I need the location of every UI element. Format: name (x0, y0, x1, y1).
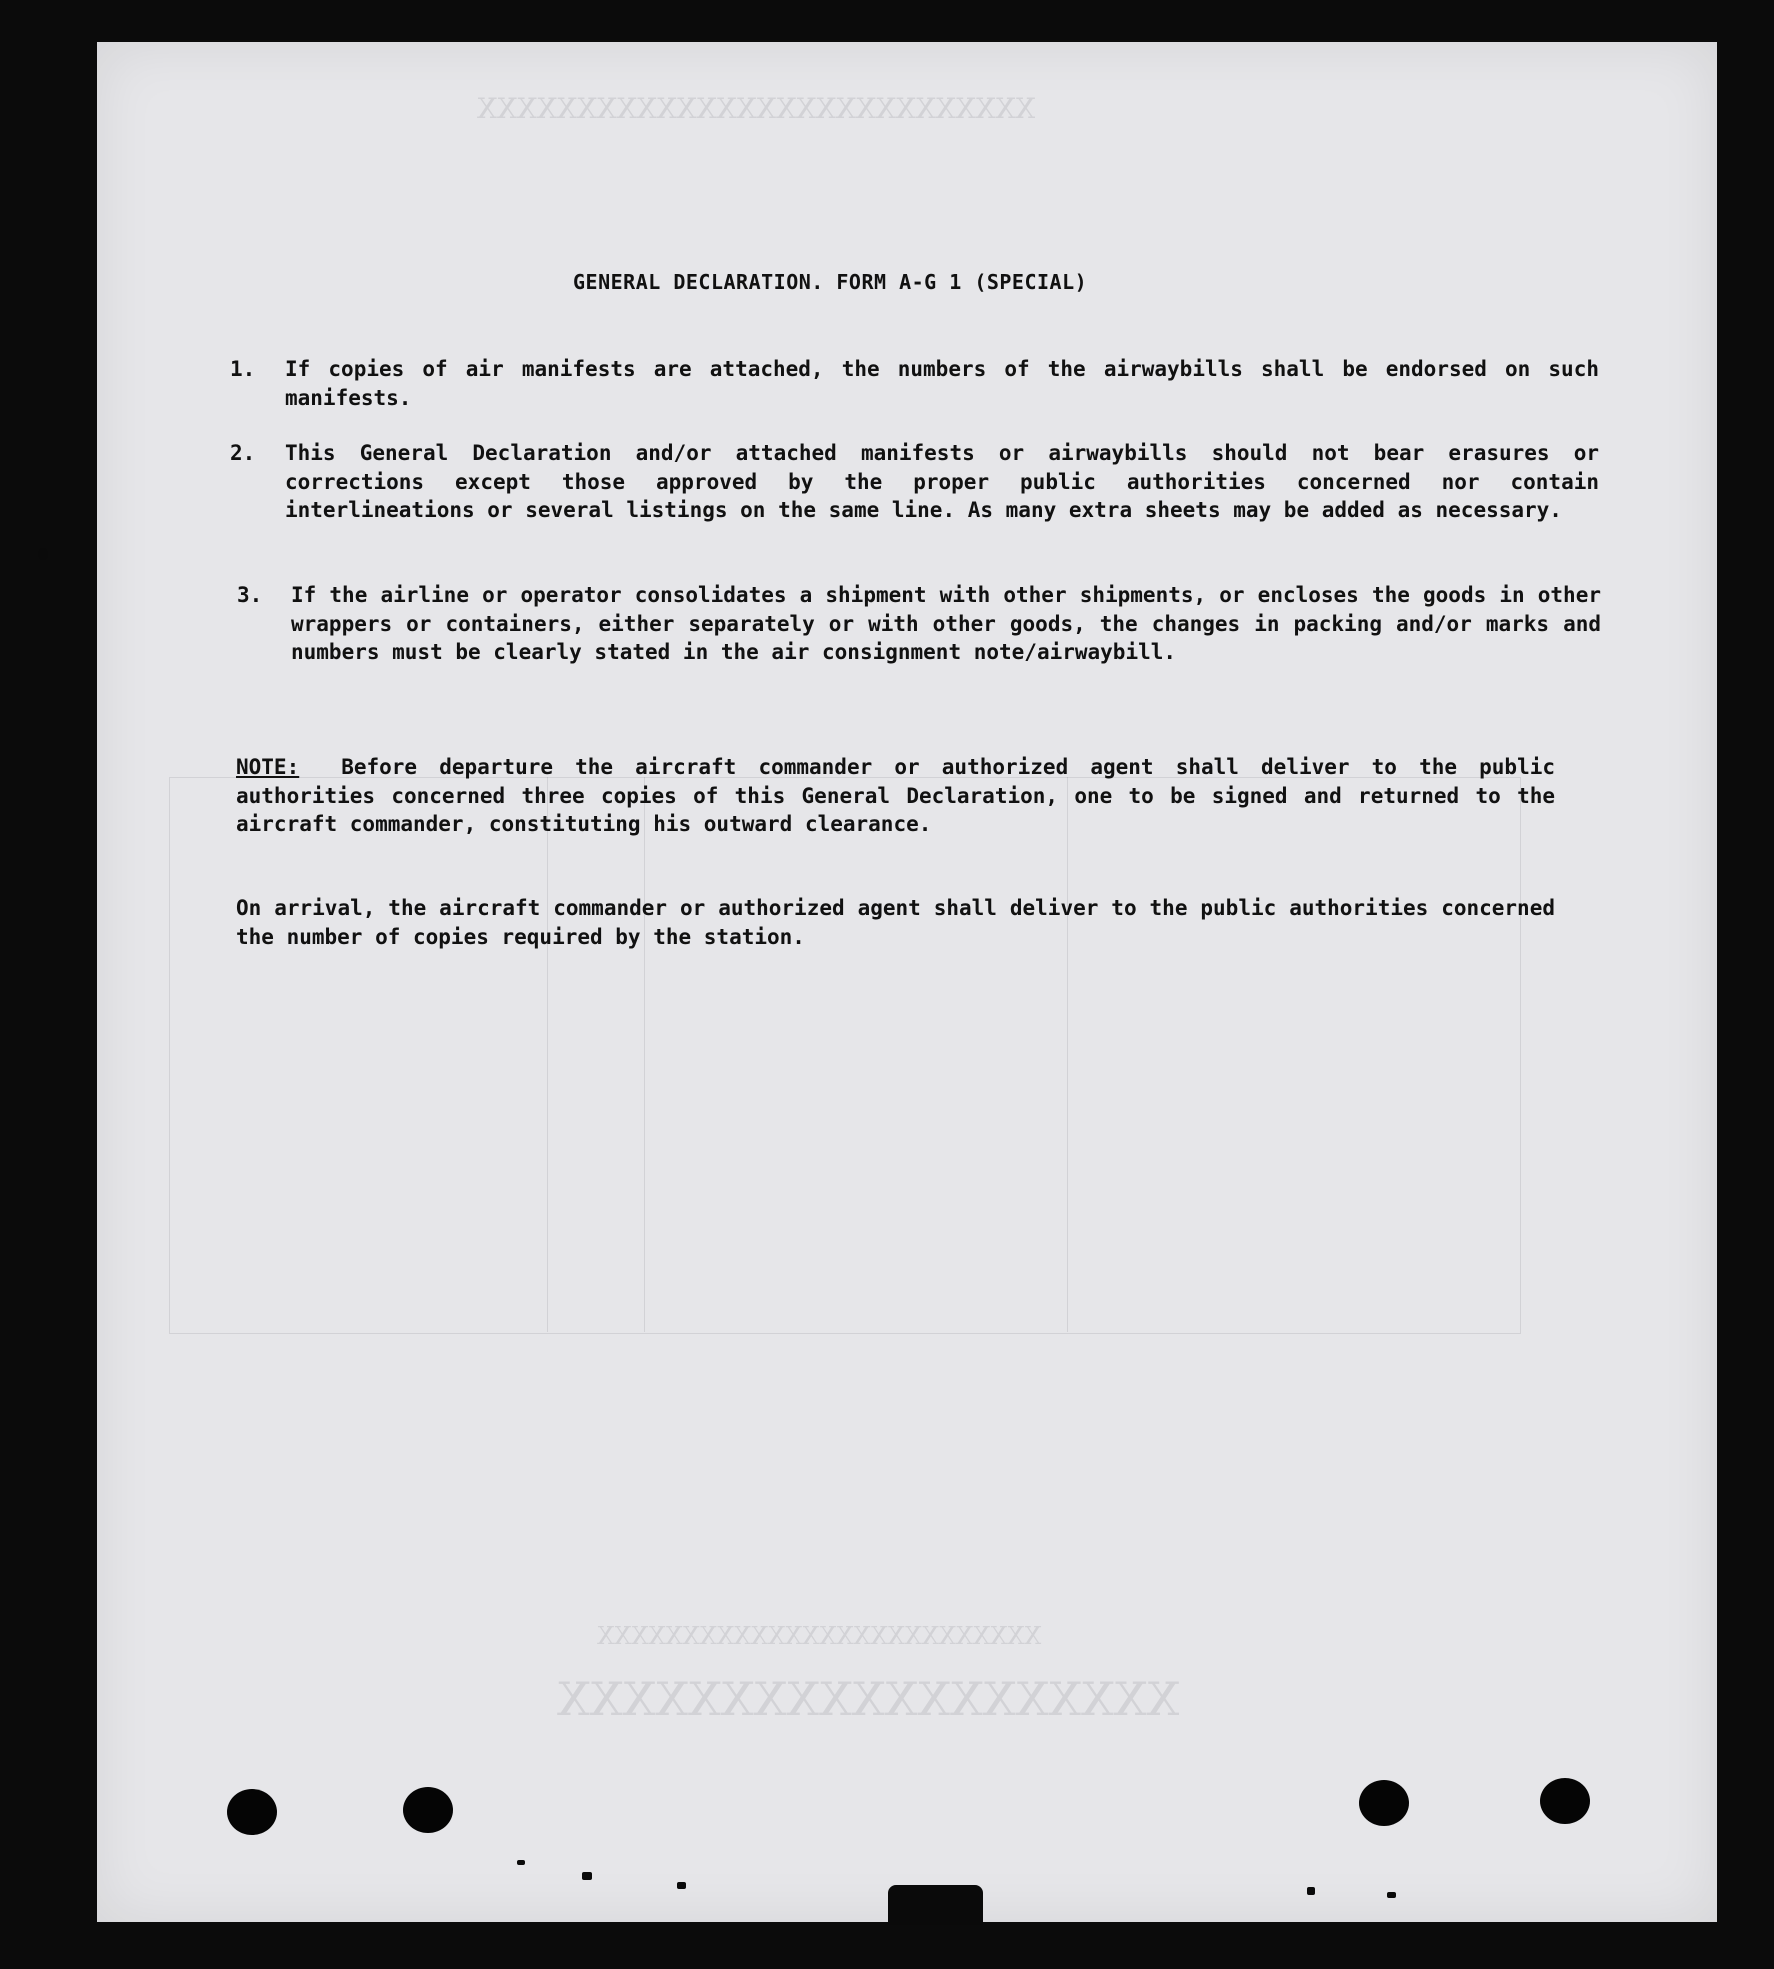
item-number: 3. (237, 583, 263, 607)
margin-mark (38, 548, 48, 560)
item-number: 1. (230, 357, 256, 381)
speck (1387, 1892, 1396, 1898)
item-text: If copies of air manifests are attached, the numbers of the airwaybills shall be endorsed on such manifests. (285, 357, 1599, 410)
bleed-through-text: XXXXXXXXXXXXXXXXXXXXXXXXXXXX (477, 92, 1036, 125)
binder-hole (403, 1787, 453, 1833)
bleed-through-column (547, 777, 645, 1332)
binder-hole (1540, 1778, 1590, 1824)
speck (517, 1860, 525, 1865)
item-text: This General Declaration and/or attached manifests or airwaybills should not bear erasures or corrections except those approved by the proper public authorities concerned nor contain interlineations or several listings on the same line. As many extra sheets may be added as necessary. (285, 441, 1599, 522)
bleed-through-text: XXXXXXXXXXXXXXXXXXX (557, 1672, 1180, 1726)
note-label: NOTE: (236, 755, 300, 779)
binder-hole (1359, 1780, 1409, 1826)
paper-tear (888, 1885, 983, 1925)
speck (1307, 1887, 1315, 1895)
binder-hole (227, 1789, 277, 1835)
document-title: GENERAL DECLARATION. FORM A-G 1 (SPECIAL) (573, 270, 1088, 294)
bleed-through-column (1067, 777, 1069, 1332)
speck (677, 1882, 686, 1889)
bleed-through-table (169, 777, 1521, 1334)
paper-sheet (97, 42, 1717, 1922)
note-paragraph (236, 753, 1555, 839)
item-text: If the airline or operator consolidates a shipment with other shipments, or encloses the goods in other wrappers or containers, either separately or with other goods, the changes in packing and/or marks and numbers must be clearly stated in the air consignment note/airwaybill. (291, 583, 1601, 664)
item-number: 2. (230, 441, 256, 465)
arrival-paragraph: On arrival, the aircraft commander or authorized agent shall deliver to the public authorities concerned the number of copies required by the station. (236, 896, 1555, 949)
bleed-through-text: XXXXXXXXXXXXXXXXXXXXXXXXXX (597, 1622, 1042, 1650)
speck (582, 1872, 592, 1880)
note-text: Before departure the aircraft commander or authorized agent shall deliver to the public authorities concerned three copies of this General Declaration, one to be signed and returned to the aircraft commander, constituting his outward clearance. (236, 755, 1555, 836)
